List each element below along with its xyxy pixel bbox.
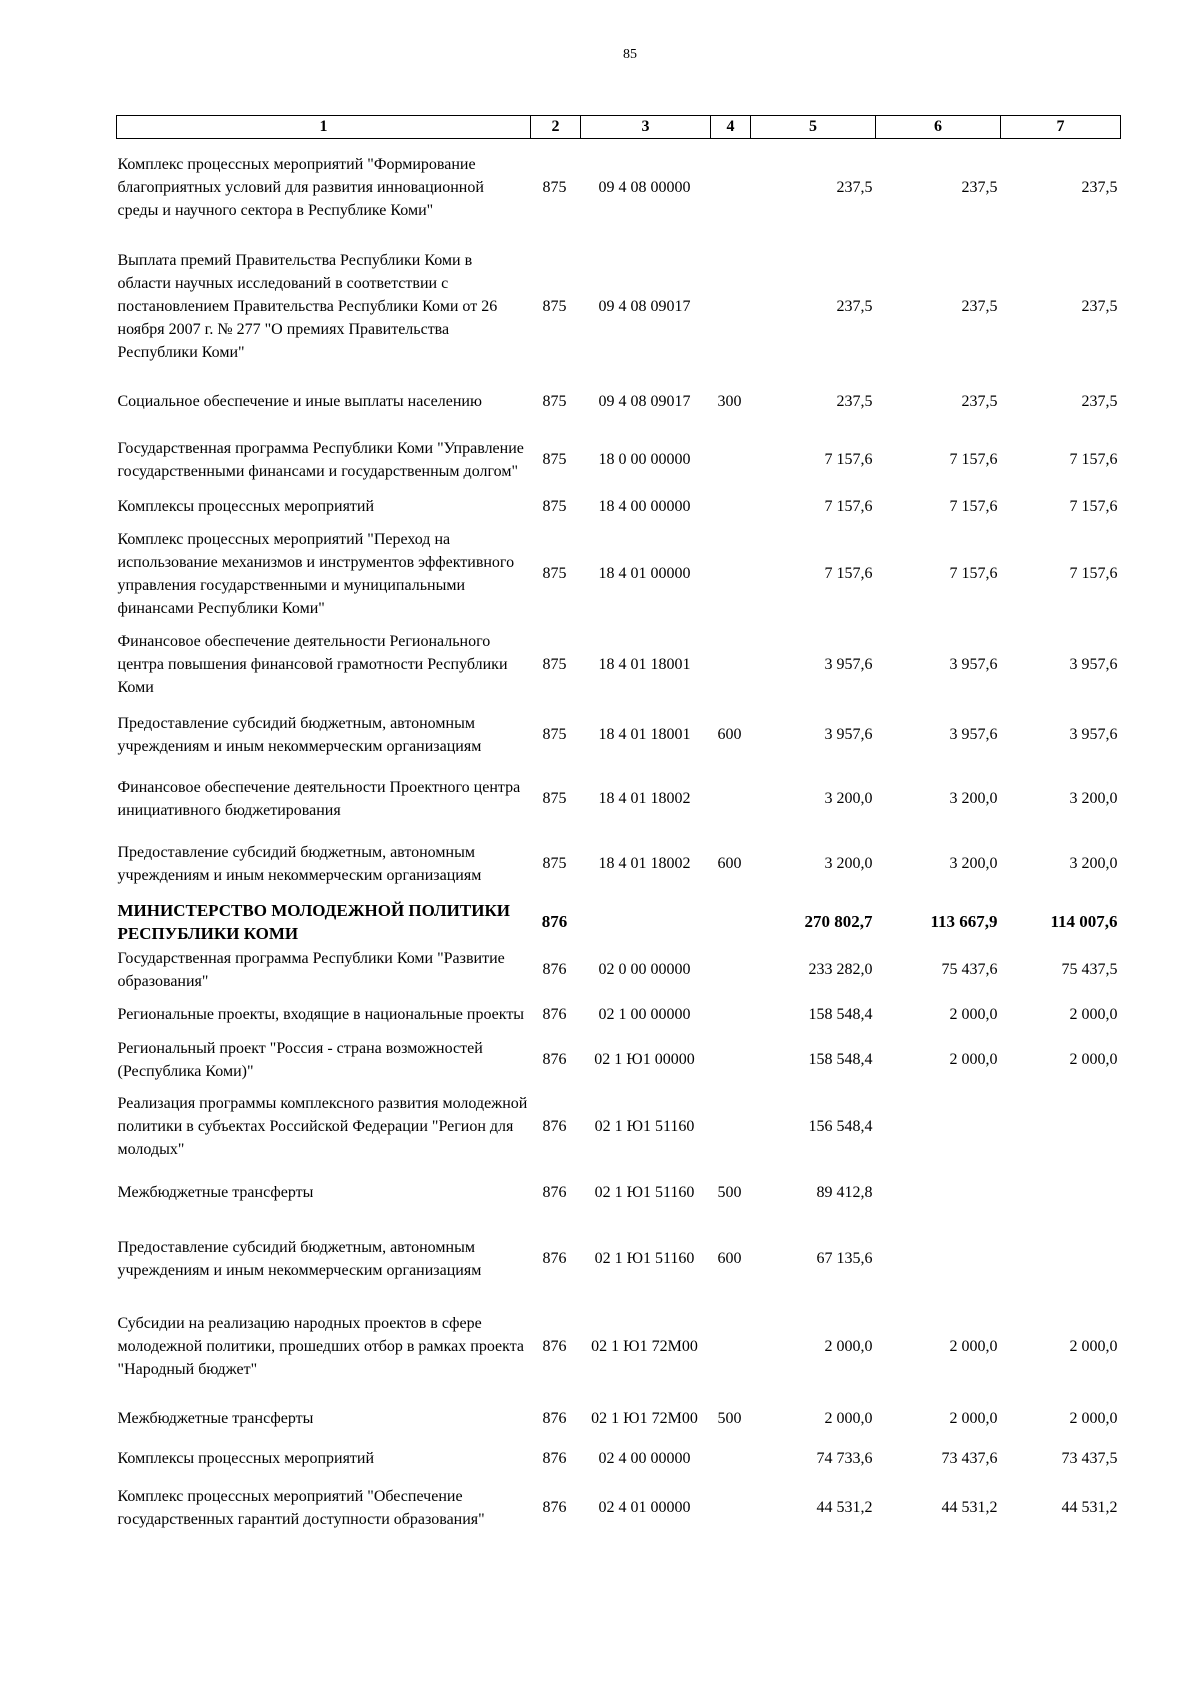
table-row <box>117 493 1121 521</box>
row-value-5: 3 200,0 <box>824 855 873 872</box>
row-value-5: 158 548,4 <box>808 1051 873 1068</box>
header-col-1: 1 <box>117 116 531 139</box>
row-expense-type <box>711 767 751 831</box>
row-target-code: 18 4 01 18001 <box>598 726 691 743</box>
row-target-code: 02 1 Ю1 00000 <box>594 1051 695 1068</box>
table-row <box>117 1037 1121 1083</box>
row-admin-code: 875 <box>542 498 567 515</box>
row-value-6: 2 000,0 <box>949 1051 998 1068</box>
row-value-7: 237,5 <box>1081 298 1118 315</box>
row-value-7: 3 200,0 <box>1069 790 1118 807</box>
table-row <box>117 1470 1121 1546</box>
row-target-code: 18 4 01 18001 <box>598 656 691 673</box>
row-value-7 <box>1001 1171 1121 1215</box>
row-value-6: 3 957,6 <box>949 656 998 673</box>
row-name: Комплекс процессных мероприятий "Переход на использование механизмов и инструментов эффективного управления государственными и муниципальными финансами Республики Коми" <box>117 530 515 617</box>
row-value-7: 2 000,0 <box>1069 1410 1118 1427</box>
row-name: Межбюджетные трансферты <box>117 1184 314 1201</box>
row-value-6: 7 157,6 <box>949 565 998 582</box>
row-value-7: 2 000,0 <box>1069 1051 1118 1068</box>
row-name: Комплекс процессных мероприятий "Обеспечение государственных гарантий доступности образования" <box>117 1487 485 1528</box>
table-row <box>117 703 1121 767</box>
row-value-6: 75 437,6 <box>941 961 998 978</box>
row-value-6: 73 437,6 <box>941 1449 998 1467</box>
row-expense-type <box>711 1470 751 1546</box>
row-expense-type: 300 <box>717 393 742 410</box>
row-expense-type <box>711 947 751 993</box>
row-target-code: 02 1 Ю1 72М00 <box>591 1338 698 1355</box>
row-name: Реализация программы комплексного развития молодежной политики в субъектах Российской Федерации "Регион для молодых" <box>117 1095 528 1158</box>
row-target-code: 18 0 00 00000 <box>598 451 691 468</box>
table-row <box>117 1171 1121 1215</box>
row-value-7 <box>1001 1083 1121 1171</box>
row-target-code: 02 1 Ю1 51160 <box>594 1118 695 1135</box>
table-header <box>117 116 1121 139</box>
row-admin-code: 875 <box>542 790 567 807</box>
header-col-3: 3 <box>581 116 711 139</box>
row-value-6: 3 200,0 <box>949 855 998 872</box>
table-row <box>117 237 1121 377</box>
row-admin-code: 876 <box>542 1499 567 1516</box>
row-value-6: 113 667,9 <box>930 912 998 931</box>
row-value-5: 237,5 <box>836 393 873 410</box>
row-name: МИНИСТЕРСТВО МОЛОДЕЖНОЙ ПОЛИТИКИ РЕСПУБЛИКИ КОМИ <box>117 900 511 943</box>
table-row <box>117 1215 1121 1303</box>
row-expense-type <box>711 237 751 377</box>
row-name: Региональный проект "Россия - страна возможностей (Республика Коми)" <box>117 1039 483 1080</box>
row-expense-type: 600 <box>717 1250 742 1267</box>
row-name: Межбюджетные трансферты <box>117 1410 314 1427</box>
table-row <box>117 1083 1121 1171</box>
row-admin-code: 875 <box>542 565 567 582</box>
row-admin-code: 875 <box>542 393 567 410</box>
row-value-7: 7 157,6 <box>1069 565 1118 582</box>
row-value-6: 2 000,0 <box>949 1006 998 1023</box>
row-name: Субсидии на реализацию народных проектов в сфере молодежной политики, прошедших отбор в рамках проекта "Народный бюджет" <box>117 1315 524 1378</box>
row-target-code: 02 1 Ю1 51160 <box>594 1184 695 1201</box>
table-row <box>117 1447 1121 1470</box>
row-name: Региональные проекты, входящие в национальные проекты <box>117 1006 525 1023</box>
row-expense-type <box>711 1303 751 1391</box>
table-row <box>117 627 1121 703</box>
row-admin-code: 876 <box>542 961 567 978</box>
row-expense-type <box>711 427 751 493</box>
row-expense-type <box>711 493 751 521</box>
header-col-2: 2 <box>531 116 581 139</box>
row-value-5: 89 412,8 <box>816 1184 873 1201</box>
row-value-6: 7 157,6 <box>949 498 998 515</box>
row-expense-type: 600 <box>717 726 742 743</box>
row-admin-code: 876 <box>541 912 568 931</box>
row-value-6: 7 157,6 <box>949 451 998 468</box>
row-value-7 <box>1001 1215 1121 1303</box>
row-value-5: 270 802,7 <box>804 912 873 931</box>
row-name: Финансовое обеспечение деятельности Регионального центра повышения финансовой грамотности Республики Коми <box>117 633 508 696</box>
row-target-code: 02 4 00 00000 <box>598 1449 691 1467</box>
row-value-6 <box>876 1215 1001 1303</box>
row-admin-code: 876 <box>542 1410 567 1427</box>
row-expense-type <box>711 1083 751 1171</box>
row-target-code: 09 4 08 09017 <box>598 298 691 315</box>
row-admin-code: 876 <box>542 1250 567 1267</box>
row-admin-code: 875 <box>542 656 567 673</box>
table-body <box>117 139 1121 1546</box>
row-expense-type: 500 <box>717 1184 742 1201</box>
row-expense-type <box>711 627 751 703</box>
header-col-5: 5 <box>751 116 876 139</box>
row-value-7: 2 000,0 <box>1069 1006 1118 1023</box>
row-target-code: 09 4 08 00000 <box>598 179 691 197</box>
header-row <box>117 116 1121 139</box>
row-name: Предоставление субсидий бюджетным, автономным учреждениям и иным некоммерческим организациям <box>117 843 482 884</box>
row-name: Финансовое обеспечение деятельности Проектного центра инициативного бюджетирования <box>117 778 521 819</box>
row-target-code: 18 4 00 00000 <box>598 498 691 515</box>
row-target-code: 18 4 01 18002 <box>598 855 691 872</box>
row-value-6: 2 000,0 <box>949 1410 998 1427</box>
row-value-5: 67 135,6 <box>816 1250 873 1267</box>
row-expense-type <box>711 1037 751 1083</box>
table-row <box>117 947 1121 993</box>
table-row <box>117 1303 1121 1391</box>
row-value-7: 3 957,6 <box>1069 726 1118 743</box>
row-value-7: 73 437,5 <box>1061 1449 1118 1467</box>
row-admin-code: 876 <box>542 1118 567 1135</box>
row-admin-code: 876 <box>542 1338 567 1355</box>
row-value-7: 114 007,6 <box>1050 912 1118 931</box>
row-admin-code: 876 <box>542 1006 567 1023</box>
row-value-6: 3 200,0 <box>949 790 998 807</box>
row-admin-code: 876 <box>542 1184 567 1201</box>
table-row <box>117 427 1121 493</box>
row-name: Комплекс процессных мероприятий "Формирование благоприятных условий для развития инновационной среды и научного сектора в Республике Коми" <box>117 156 484 220</box>
row-admin-code: 875 <box>542 298 567 315</box>
table-row <box>117 139 1121 237</box>
row-value-5: 3 957,6 <box>824 726 873 743</box>
row-expense-type <box>711 993 751 1037</box>
table-row <box>117 993 1121 1037</box>
row-value-6 <box>876 1083 1001 1171</box>
table-row <box>117 1391 1121 1447</box>
row-target-code: 02 0 00 00000 <box>598 961 691 978</box>
row-name: Комплексы процессных мероприятий <box>117 1449 375 1467</box>
row-admin-code: 875 <box>542 451 567 468</box>
row-value-6: 237,5 <box>961 393 998 410</box>
row-admin-code: 875 <box>542 855 567 872</box>
row-name: Социальное обеспечение и иные выплаты населению <box>117 393 482 410</box>
row-expense-type: 600 <box>717 855 742 872</box>
budget-table <box>116 115 1121 1546</box>
row-value-7: 44 531,2 <box>1061 1499 1118 1516</box>
row-value-7: 3 200,0 <box>1069 855 1118 872</box>
row-target-code: 18 4 01 00000 <box>598 565 691 582</box>
row-value-6: 44 531,2 <box>941 1499 998 1516</box>
row-value-5: 2 000,0 <box>824 1338 873 1355</box>
row-expense-type: 500 <box>717 1410 742 1427</box>
row-target-code: 18 4 01 18002 <box>598 790 691 807</box>
row-value-5: 237,5 <box>836 298 873 315</box>
row-value-6: 2 000,0 <box>949 1338 998 1355</box>
row-value-7: 7 157,6 <box>1069 498 1118 515</box>
row-value-5: 3 200,0 <box>824 790 873 807</box>
row-value-7: 237,5 <box>1081 179 1118 197</box>
row-value-5: 3 957,6 <box>824 656 873 673</box>
row-value-7: 237,5 <box>1081 393 1118 410</box>
row-name: Предоставление субсидий бюджетным, автономным учреждениям и иным некоммерческим организациям <box>117 714 482 755</box>
row-value-5: 44 531,2 <box>816 1499 873 1516</box>
row-target-code: 09 4 08 09017 <box>598 393 691 410</box>
row-value-7: 75 437,5 <box>1061 961 1118 978</box>
row-admin-code: 875 <box>542 179 567 197</box>
table-row <box>117 831 1121 897</box>
row-value-5: 7 157,6 <box>824 451 873 468</box>
row-value-7: 2 000,0 <box>1069 1338 1118 1355</box>
row-value-6: 237,5 <box>961 179 998 197</box>
row-value-5: 233 282,0 <box>808 961 873 978</box>
row-target-code: 02 1 Ю1 72М00 <box>591 1410 698 1427</box>
table-row <box>117 377 1121 427</box>
row-target-code: 02 4 01 00000 <box>598 1499 691 1516</box>
row-value-5: 7 157,6 <box>824 565 873 582</box>
row-name: Выплата премий Правительства Республики Коми в области научных исследований в соответствии с постановлением Правительства Республики Коми от 26 ноября 2007 г. № 277 "О премиях Правительства Республики Коми" <box>117 252 498 361</box>
row-name: Государственная программа Республики Коми "Управление государственными финансами и государственным долгом" <box>117 439 524 480</box>
header-col-6: 6 <box>876 116 1001 139</box>
row-value-5: 158 548,4 <box>808 1006 873 1023</box>
row-value-7: 3 957,6 <box>1069 656 1118 673</box>
row-name: Комплексы процессных мероприятий <box>117 498 375 515</box>
table-row <box>117 767 1121 831</box>
row-name: Предоставление субсидий бюджетным, автономным учреждениям и иным некоммерческим организациям <box>117 1238 482 1279</box>
row-value-5: 237,5 <box>836 179 873 197</box>
row-expense-type <box>711 1447 751 1470</box>
row-target-code: 02 1 00 00000 <box>598 1006 691 1023</box>
row-expense-type <box>711 139 751 237</box>
row-value-5: 7 157,6 <box>824 498 873 515</box>
row-value-6: 237,5 <box>961 298 998 315</box>
row-target-code <box>581 897 711 947</box>
header-col-4: 4 <box>711 116 751 139</box>
row-value-5: 156 548,4 <box>808 1118 873 1135</box>
row-value-5: 2 000,0 <box>824 1410 873 1427</box>
row-name: Государственная программа Республики Коми "Развитие образования" <box>117 949 505 990</box>
row-admin-code: 876 <box>542 1449 567 1467</box>
row-value-6: 3 957,6 <box>949 726 998 743</box>
row-target-code: 02 1 Ю1 51160 <box>594 1250 695 1267</box>
row-value-6 <box>876 1171 1001 1215</box>
row-admin-code: 875 <box>542 726 567 743</box>
row-value-7: 7 157,6 <box>1069 451 1118 468</box>
row-value-5: 74 733,6 <box>816 1449 873 1467</box>
header-col-7: 7 <box>1001 116 1121 139</box>
row-expense-type <box>711 897 751 947</box>
page-number: 85 <box>623 47 637 62</box>
table-row <box>117 521 1121 627</box>
table-row <box>117 897 1121 947</box>
row-expense-type <box>711 521 751 627</box>
row-admin-code: 876 <box>542 1051 567 1068</box>
